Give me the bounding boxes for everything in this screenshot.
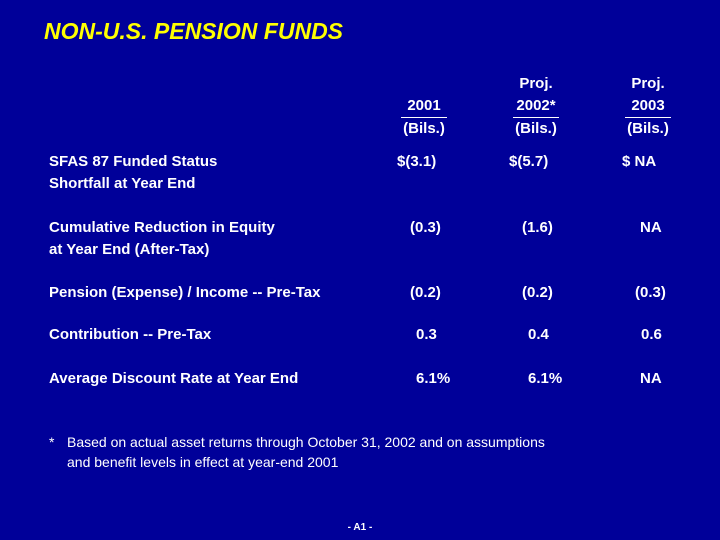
cell-value: NA — [640, 219, 662, 236]
column-header-2003 — [608, 73, 688, 140]
cell-value: (0.2) — [522, 284, 553, 301]
row-label-funded-status — [49, 151, 217, 195]
cell-value: 0.6 — [641, 326, 662, 343]
column-header-line3: (Bils.) — [401, 117, 447, 140]
cell-value: 6.1% — [416, 370, 451, 387]
cell-value: (0.3) — [635, 284, 666, 301]
row-label-line1: SFAS 87 Funded Status — [49, 153, 218, 170]
column-header-line2: 2001 — [407, 97, 441, 114]
row-label-line2: Shortfall at Year End — [49, 175, 196, 192]
cell-value: 0.3 — [416, 326, 437, 343]
column-header-2002 — [496, 73, 576, 140]
column-header-line2: 2003 — [631, 97, 665, 114]
column-header-line1: Proj. — [519, 75, 553, 92]
footnote-marker: * — [49, 434, 55, 450]
cell-value: (1.6) — [522, 219, 553, 236]
row-label-contribution — [49, 324, 211, 346]
cell-value: NA — [640, 370, 662, 387]
footnote-line1: Based on actual asset returns through October 31, 2002 and on assumptions — [67, 434, 545, 450]
cell-value: 6.1% — [528, 370, 563, 387]
row-label-discount-rate — [49, 368, 298, 390]
row-label-line1: Cumulative Reduction in Equity — [49, 219, 275, 236]
footnote-line2: and benefit levels in effect at year-end 2001 — [67, 454, 339, 470]
column-header-line2: 2002* — [516, 97, 556, 114]
row-label-cumulative-reduction — [49, 217, 275, 261]
row-label-line1: Average Discount Rate at Year End — [49, 370, 299, 387]
cell-value: (0.2) — [410, 284, 441, 301]
column-header-line1: Proj. — [631, 75, 665, 92]
cell-value: (0.3) — [410, 219, 441, 236]
column-header-line1 — [384, 73, 464, 95]
row-label-line2: at Year End (After-Tax) — [49, 241, 210, 258]
column-header-line3: (Bils.) — [625, 117, 671, 140]
page-title: NON-U.S. PENSION FUNDS — [44, 18, 344, 44]
cell-value: $ NA — [622, 153, 657, 170]
column-header-line3: (Bils.) — [513, 117, 559, 140]
row-label-line1: Pension (Expense) / Income -- Pre-Tax — [49, 284, 321, 301]
column-header-2001 — [384, 73, 464, 140]
cell-value: $(5.7) — [509, 153, 549, 170]
row-label-line1: Contribution -- Pre-Tax — [49, 326, 212, 343]
row-label-pension-expense — [49, 282, 320, 304]
page-number: - A1 - — [347, 522, 373, 533]
cell-value: $(3.1) — [397, 153, 437, 170]
cell-value: 0.4 — [528, 326, 549, 343]
